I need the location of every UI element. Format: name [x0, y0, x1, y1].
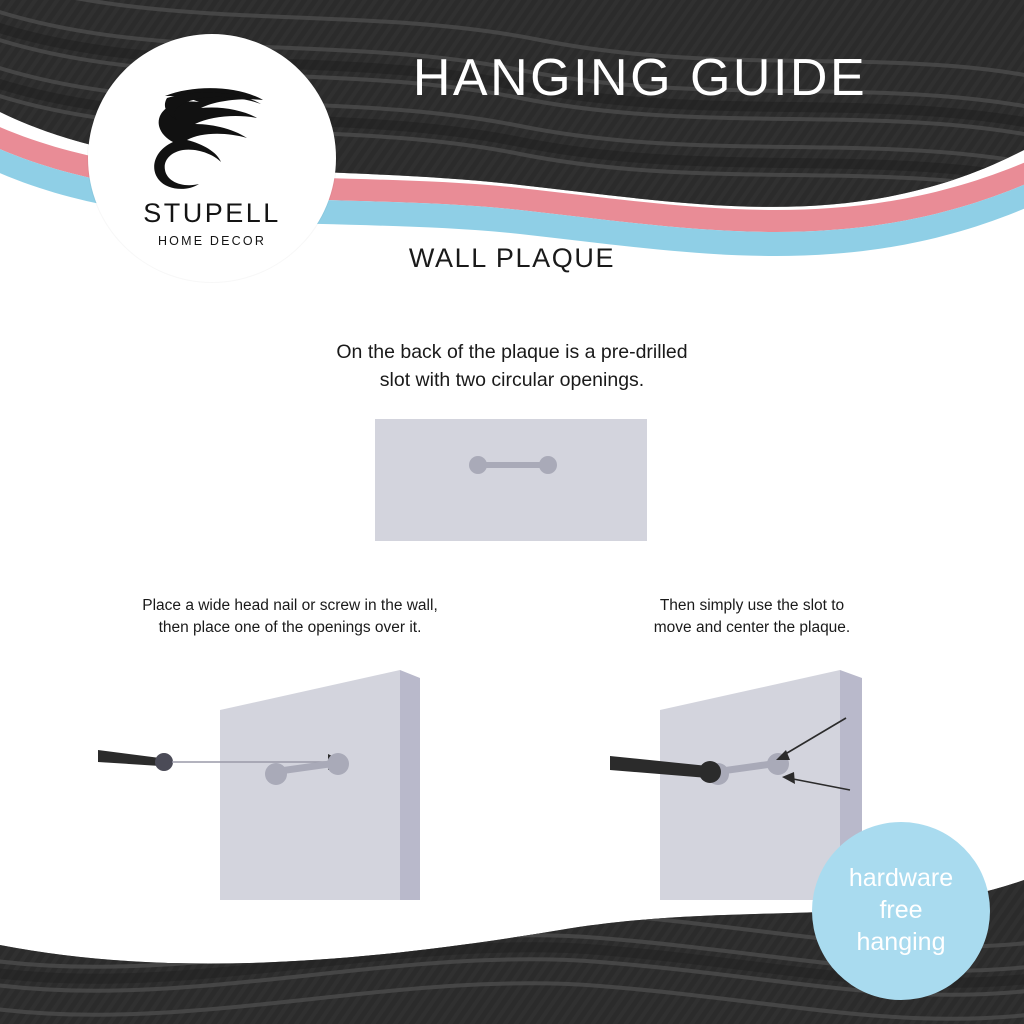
step-1-caption-line-2: slot with two circular openings. — [379, 369, 645, 392]
brand-logo-badge — [88, 34, 336, 282]
step-3-caption-line-1: Then simply use the slot to — [659, 597, 845, 614]
badge-line-2: free — [879, 896, 923, 925]
step-2-caption — [62, 595, 518, 640]
pre-drilled-slot-icon — [468, 456, 558, 474]
page-title: HANGING GUIDE — [412, 49, 868, 107]
step-3-caption — [540, 595, 964, 640]
stupell-swoosh-logo-icon — [147, 74, 277, 194]
step-1-caption-line-1: On the back of the plaque is a pre-drilled — [336, 341, 688, 363]
step-1-caption — [252, 338, 772, 395]
badge-line-3: hanging — [856, 927, 946, 956]
nail-into-plaque-slot-icon — [60, 650, 480, 920]
hardware-free-hanging-badge — [812, 822, 990, 1000]
badge-line-1: hardware — [848, 864, 954, 893]
plaque-back-panel — [375, 419, 647, 541]
logo-tagline: HOME DECOR — [157, 234, 267, 248]
logo-wordmark: STUPELL — [143, 198, 281, 228]
step-2-caption-line-1: Place a wide head nail or screw in the wall, — [142, 597, 438, 614]
step-3-caption-line-2: move and center the plaque. — [653, 619, 851, 637]
section-title: WALL PLAQUE — [408, 243, 616, 273]
step-2-caption-line-2: then place one of the openings over it. — [158, 619, 422, 637]
